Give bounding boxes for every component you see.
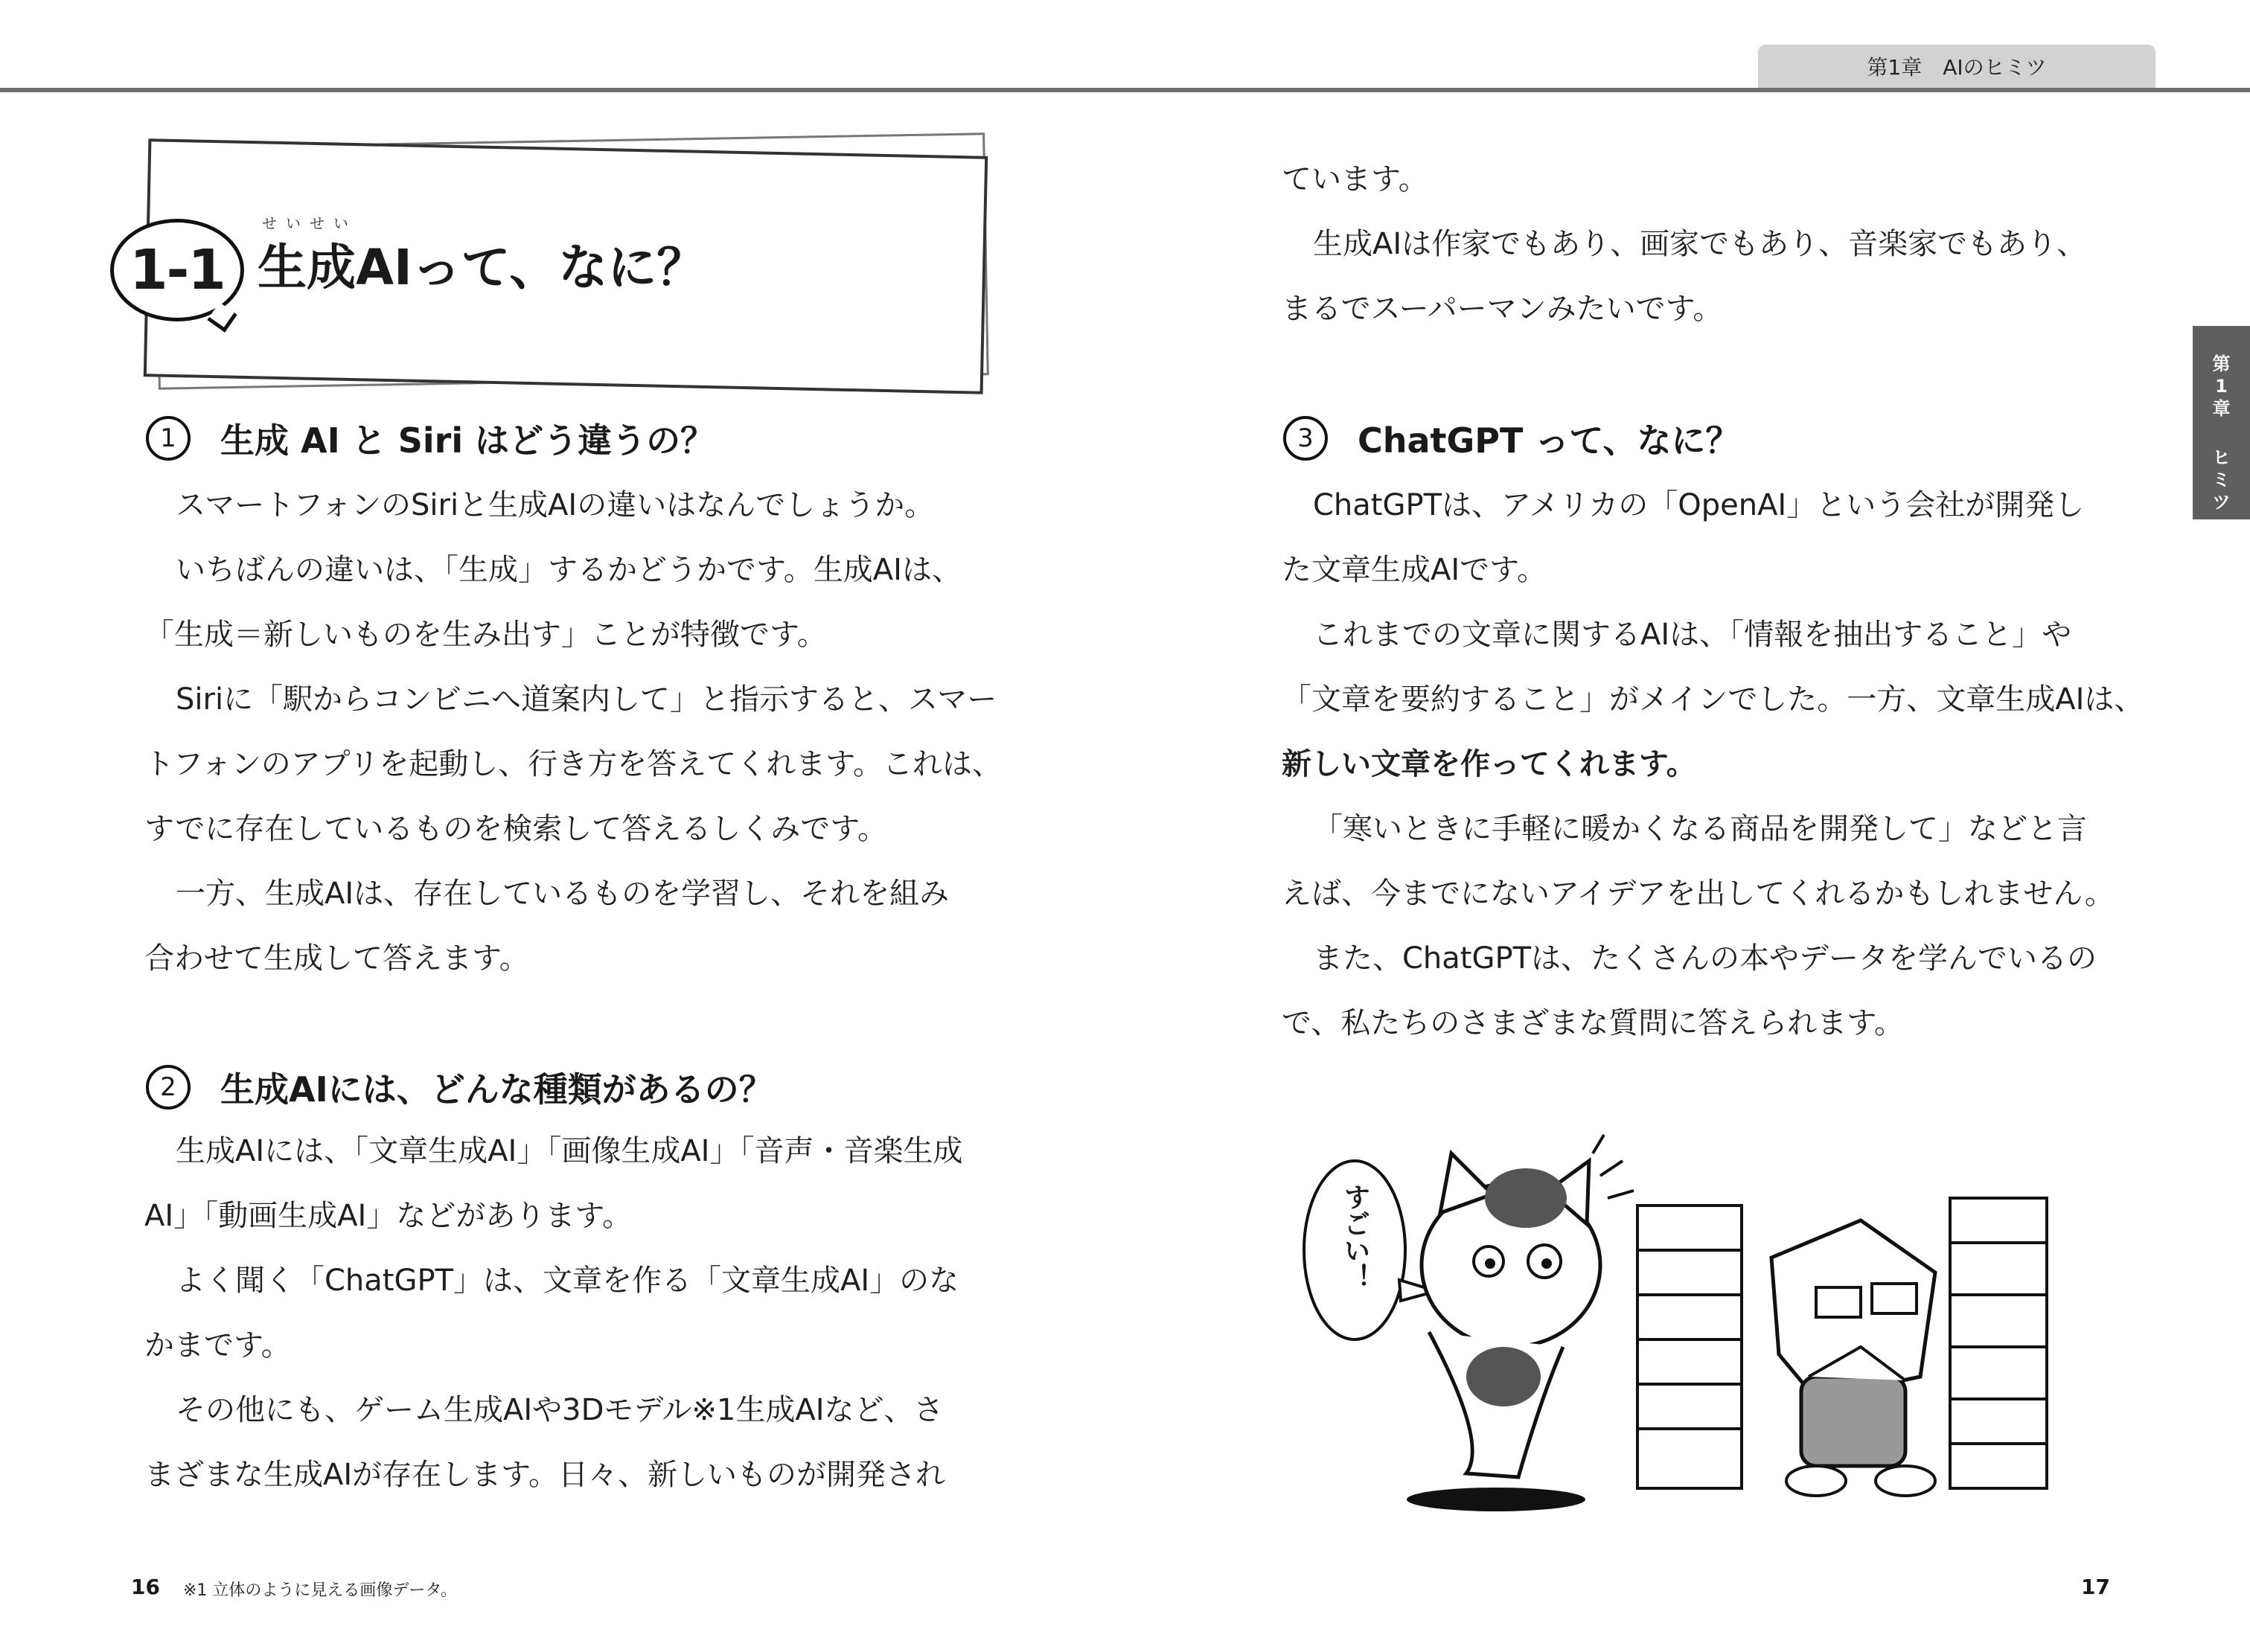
subheading-number: 3 xyxy=(1283,416,1328,461)
text-line: スマートフォンのSiriと生成AIの違いはなんでしょうか。 xyxy=(176,488,935,522)
subheading-2 xyxy=(146,1063,773,1112)
text-line: また、ChatGPTは、たくさんの本やデータを学んでいるの xyxy=(1313,941,2097,976)
text-line: かまです。 xyxy=(144,1328,291,1363)
text-line: まるでスーパーマンみたいです。 xyxy=(1282,292,1723,326)
text-line: ています。 xyxy=(1282,162,1428,196)
text-line: これまでの文章に関するAIは、「情報を抽出すること」や xyxy=(1313,618,2072,652)
text-line: 合わせて生成して答えます。 xyxy=(144,941,529,976)
subheading-text: ChatGPT って、なに？ xyxy=(1358,420,1740,461)
text-line: で、私たちのさまざまな質問に答えられます。 xyxy=(1282,1006,1904,1040)
section-number-bubble: 1-1 xyxy=(110,219,244,321)
subheading-number: 1 xyxy=(146,416,191,461)
side-tab-char: 章 xyxy=(2212,398,2231,419)
header-rule xyxy=(0,88,2250,92)
text-line: 一方、生成AIは、存在しているものを学習し、それを組み xyxy=(176,877,950,911)
text-line: まざまな生成AIが存在します。日々、新しいものが開発され xyxy=(144,1458,945,1492)
subheading-3 xyxy=(1283,414,1739,463)
subheading-number: 2 xyxy=(146,1065,191,1110)
text-line: 「寒いときに手軽に暖かくなる商品を開発して」などと言 xyxy=(1313,812,2087,846)
text-line: 生成AIには、「文章生成AI」「画像生成AI」「音声・音楽生成 xyxy=(176,1134,963,1168)
speech-bubble-text: すごい！ xyxy=(1340,1183,1370,1290)
text-line: Siriに「駅からコンビニへ道案内して」と指示すると、スマー xyxy=(176,682,997,717)
side-tab-char: 第 xyxy=(2212,353,2231,374)
text-line: その他にも、ゲーム生成AIや3Dモデル※1生成AIなど、さ xyxy=(176,1393,944,1427)
side-tab-char: ミ xyxy=(2212,470,2231,490)
text-line: よく聞く「ChatGPT」は、文章を作る「文章生成AI」のな xyxy=(176,1264,959,1298)
subheading-text: 生成 AI と Siri はどう違うの？ xyxy=(220,420,715,461)
text-line: た文章生成AIです。 xyxy=(1282,553,1547,587)
text-line: ChatGPTは、アメリカの「OpenAI」という会社が開発し xyxy=(1313,488,2085,522)
text-line: トフォンのアプリを起動し、行き方を答えてくれます。これは、 xyxy=(144,747,1002,781)
side-tab-char: ツ xyxy=(2212,492,2231,513)
text-line: いちばんの違いは、「生成」するかどうかです。生成AIは、 xyxy=(176,553,962,587)
text-line: すでに存在しているものを検索して答えるしくみです。 xyxy=(144,812,887,846)
text-line: えば、今までにないアイデアを出してくれるかもしれません。 xyxy=(1282,877,2115,911)
footnote: ※1 立体のように見える画像データ。 xyxy=(183,1581,458,1600)
title-ruby: せいせい xyxy=(262,214,357,232)
section-title: 生成AIって、なに？ xyxy=(258,239,706,296)
text-line: AI」「動画生成AI」などがあります。 xyxy=(144,1199,633,1233)
text-line: 新しい文章を作ってくれます。 xyxy=(1282,747,1696,781)
subheading-text: 生成AIには、どんな種類があるの？ xyxy=(220,1069,773,1110)
cat-and-robot-illustration xyxy=(1295,1131,2054,1518)
text-line: 「文章を要約すること」がメインでした。一方、文章生成AIは、 xyxy=(1282,682,2144,717)
page-number-right: 17 xyxy=(2081,1575,2110,1599)
chapter-header-tab: 第1章 AIのヒミツ xyxy=(1758,45,2155,88)
page-number-left: 16 xyxy=(131,1575,160,1599)
side-tab-char: 1 xyxy=(2215,376,2228,397)
text-line: 「生成＝新しいものを生み出す」ことが特徴です。 xyxy=(144,618,827,652)
side-tab-char: ヒ xyxy=(2212,447,2231,468)
text-line: 生成AIは作家でもあり、画家でもあり、音楽家でもあり、 xyxy=(1313,227,2087,261)
chapter-side-tab xyxy=(2193,326,2250,519)
subheading-1 xyxy=(146,414,715,463)
